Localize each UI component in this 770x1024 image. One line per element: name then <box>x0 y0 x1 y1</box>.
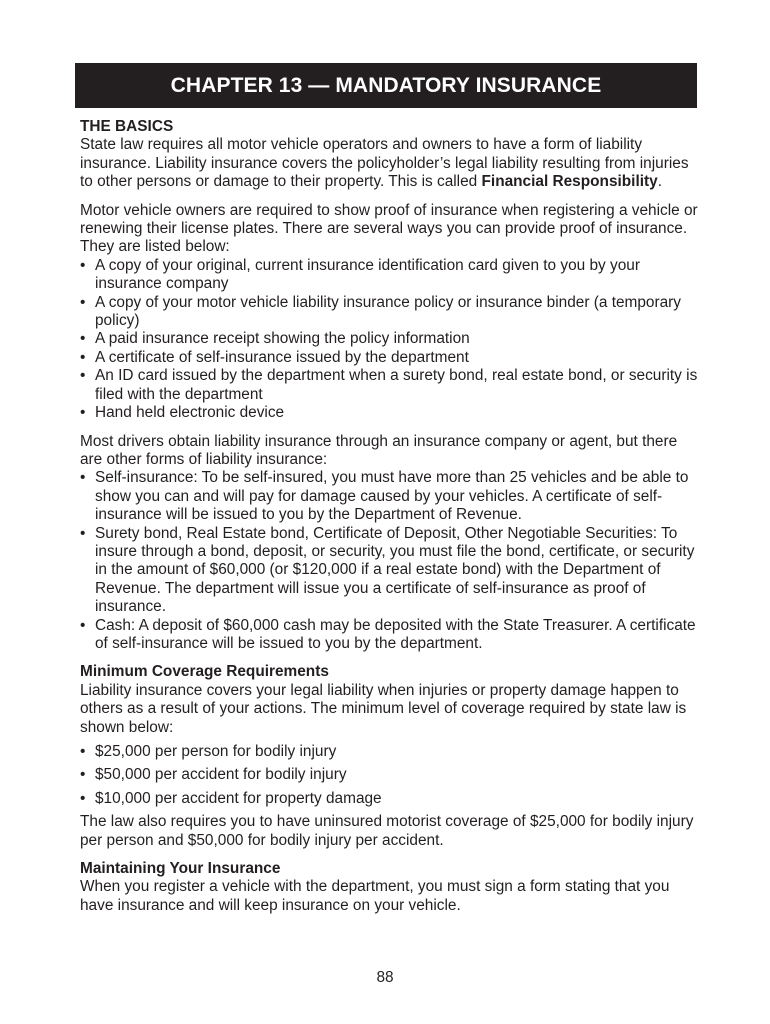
list-item: • A copy of your motor vehicle liability insurance policy or insurance binder (a temporary policy) <box>80 294 700 331</box>
section-heading-basics: THE BASICS <box>80 118 174 135</box>
chapter-title: CHAPTER 13 — MANDATORY INSURANCE <box>170 73 602 97</box>
page-number: 88 <box>376 969 394 986</box>
maintaining-paragraph-1: When you register a vehicle with the department, you must sign a form stating that you have insurance and will keep insurance on your vehicle. <box>80 878 670 914</box>
list-item: • An ID card issued by the department when a surety bond, real estate bond, or security is filed with the department <box>80 367 700 404</box>
list-item: • Cash: A deposit of $60,000 cash may be deposited with the State Treasurer. A certificate of self-insurance will be issued to you by the department. <box>80 617 700 654</box>
chapter-title-banner <box>75 63 697 108</box>
list-item: • A paid insurance receipt showing the policy information <box>80 330 700 348</box>
minimum-paragraph-2: The law also requires you to have uninsured motorist coverage of $25,000 for bodily injury per person and $50,000 for bodily injury per accident. <box>80 813 694 849</box>
minimum-coverage-list <box>80 743 700 808</box>
list-item: • A certificate of self-insurance issued by the department <box>80 349 700 367</box>
financial-responsibility-term: Financial Responsibility <box>481 173 658 191</box>
basics-paragraph-2: Motor vehicle owners are required to show proof of insurance when registering a vehicle or renewing their license plates. There are several ways you can provide proof of insurance. They are listed below: <box>80 201 698 256</box>
page-content <box>80 118 700 915</box>
list-item: • $10,000 per accident for property damage <box>80 790 700 808</box>
section-heading-minimum-coverage: Minimum Coverage Requirements <box>80 663 329 681</box>
section-heading-maintaining: Maintaining Your Insurance <box>80 860 281 878</box>
list-item: • Hand held electronic device <box>80 404 700 422</box>
basics-paragraph-1: State law requires all motor vehicle operators and owners to have a form of liability insurance. Liability insurance covers the policyholder’s legal liability resulting from injuries to other persons or damage to their property. This is called Financial Responsibility. <box>80 136 689 191</box>
list-item: • Self-insurance: To be self-insured, you must have more than 25 vehicles and be able to show you can and will pay for damage caused by your vehicles. A certificate of self-insurance will be issued to you by the Department of Revenue. <box>80 469 700 524</box>
proof-of-insurance-list <box>80 257 700 423</box>
insurance-forms-list <box>80 469 700 653</box>
minimum-paragraph-1: Liability insurance covers your legal liability when injuries or property damage happen to others as a result of your actions. The minimum level of coverage required by state law is shown below: <box>80 681 687 736</box>
list-item: • A copy of your original, current insurance identification card given to you by your insurance company <box>80 257 700 294</box>
list-item: • $25,000 per person for bodily injury <box>80 743 700 761</box>
list-item: • Surety bond, Real Estate bond, Certificate of Deposit, Other Negotiable Securities: To insure through a bond, deposit, or security, you must file the bond, certificate, or security in the amount of $60,000 (or $120,000 if a real estate bond) with the Department of Revenue. The department will issue you a certificate of self-insurance as proof of insurance. <box>80 525 700 617</box>
list-item: • $50,000 per accident for bodily injury <box>80 766 700 784</box>
basics-paragraph-3: Most drivers obtain liability insurance through an insurance company or agent, but there are other forms of liability insurance: <box>80 432 678 468</box>
